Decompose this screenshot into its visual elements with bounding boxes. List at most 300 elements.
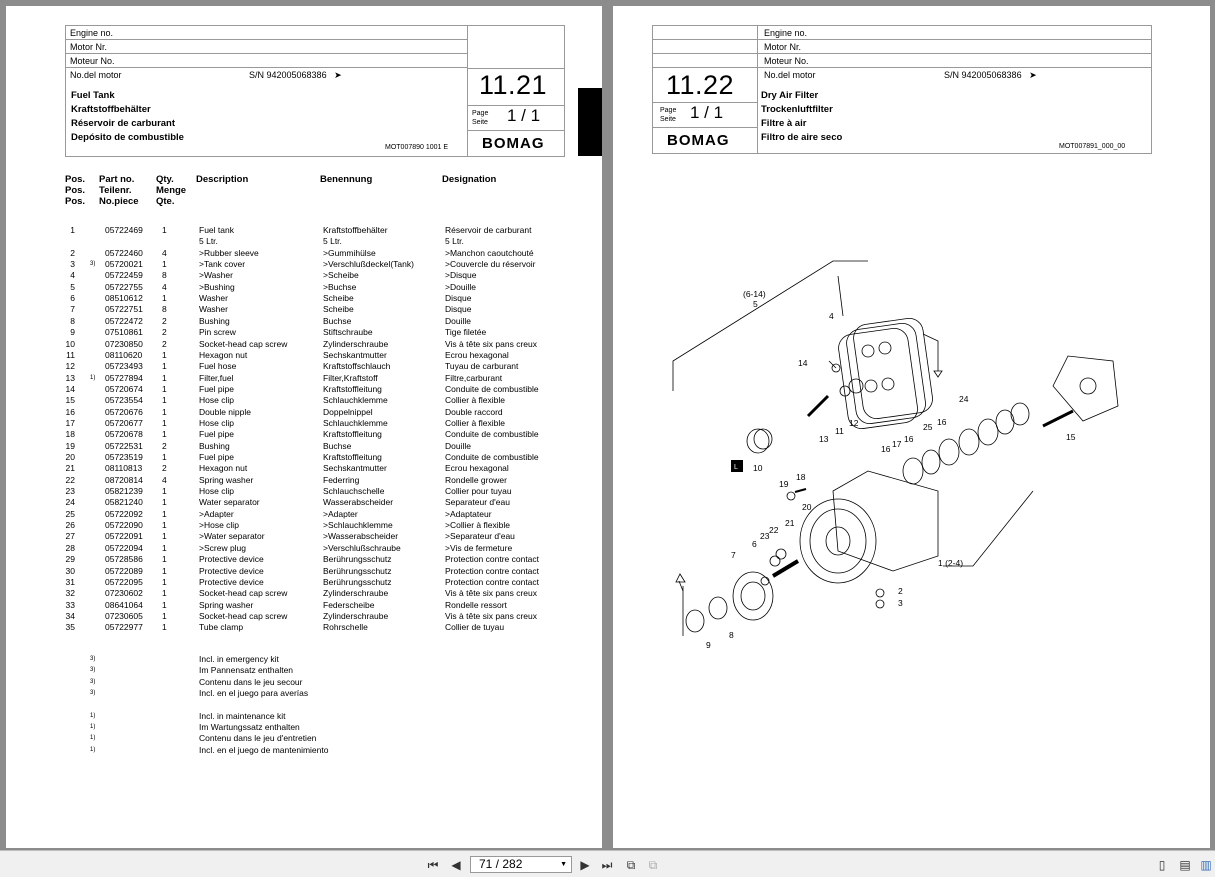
cell-qty: 1	[162, 497, 167, 508]
cell-part-number: 05722755	[105, 281, 143, 292]
cell-qty: 1	[162, 349, 167, 360]
footnote-text: Incl. in emergency kit	[199, 654, 279, 664]
cell-description: Socket-head cap screw	[199, 338, 288, 349]
cell-benennung: Wasserabscheider	[323, 497, 394, 508]
cell-designation: >Vis de fermeture	[445, 542, 513, 553]
cell-part-number: 08110620	[105, 349, 143, 360]
svg-text:1 (2-4): 1 (2-4)	[938, 558, 964, 568]
page-label: Page Seite	[472, 110, 489, 126]
cell-part-number: 08110813	[105, 463, 143, 474]
cell-designation: >Couvercle du réservoir	[445, 259, 536, 270]
previous-page-icon[interactable]: ◀	[451, 858, 461, 872]
cell-description: Tube clamp	[199, 622, 244, 633]
cell-description: Bushing	[199, 440, 230, 451]
cell-description: Protective device	[199, 565, 264, 576]
cell-pos: 13	[65, 372, 75, 383]
cell-description: Hose clip	[199, 417, 234, 428]
table-row	[6, 531, 602, 542]
svg-text:19: 19	[779, 479, 789, 489]
next-page-icon[interactable]: ▶	[580, 858, 590, 872]
exploded-view-diagram	[613, 236, 1210, 696]
table-row	[6, 395, 602, 406]
cell-benennung: Schlauchklemme	[323, 417, 388, 428]
cell-designation: Separateur d'eau	[445, 497, 510, 508]
cell-part-number: 08641064	[105, 599, 143, 610]
cell-pos: 9	[70, 327, 75, 338]
cell-designation: >Collier à flexible	[445, 520, 510, 531]
cell-designation: Disque	[445, 304, 472, 315]
svg-text:12: 12	[849, 418, 859, 428]
cell-designation: Rondelle grower	[445, 474, 507, 485]
page-label: Page Seite	[660, 107, 677, 123]
svg-text:6: 6	[752, 539, 757, 549]
cell-part-number: 05728586	[105, 554, 143, 565]
col-head-part: Part no. Teilenr. No.piece	[99, 174, 139, 207]
cell-description: Pin screw	[199, 327, 236, 338]
cell-pos: 3	[70, 259, 75, 270]
svg-text:15: 15	[1066, 432, 1076, 442]
cell-qty: 1	[162, 520, 167, 531]
cell-benennung: Zylinderschraube	[323, 588, 389, 599]
cell-pos: 30	[65, 565, 75, 576]
fit-width-icon[interactable]: ⧉	[648, 858, 658, 872]
svg-text:5: 5	[753, 299, 758, 309]
cell-pos: 16	[65, 406, 75, 417]
cell-designation: Filtre,carburant	[445, 372, 503, 383]
header-row-moteur-no: Moteur No.	[66, 54, 467, 68]
table-row	[6, 418, 602, 429]
water-separator-shape	[903, 403, 1029, 484]
table-row	[6, 225, 602, 236]
cell-qty: 1	[162, 565, 167, 576]
cell-qty: 4	[162, 247, 167, 258]
table-row	[6, 304, 602, 315]
svg-text:7: 7	[731, 550, 736, 560]
cell-pos: 27	[65, 531, 75, 542]
section-number: 11.21	[479, 70, 548, 100]
cell-qty: 1	[162, 508, 167, 519]
svg-text:25: 25	[923, 422, 933, 432]
cell-designation: Tuyau de carburant	[445, 361, 519, 372]
cell-pos: 8	[70, 315, 75, 326]
table-row	[6, 361, 602, 372]
cell-part-number: 05720021	[105, 259, 143, 270]
footnote-text: Contenu dans le jeu d'entretien	[199, 733, 317, 744]
cell-designation: >Separateur d'eau	[445, 531, 515, 542]
title-fr: Réservoir de carburant	[71, 118, 176, 129]
footnote-text: Im Wartungssatz enthalten	[199, 721, 300, 732]
cell-pos: 29	[65, 554, 75, 565]
cell-pos: 15	[65, 395, 75, 406]
cell-description: Water separator	[199, 497, 260, 508]
drawing-ref: MOT007891_000_00	[1059, 143, 1126, 150]
cell-description: >Adapter	[199, 508, 234, 519]
cell-qty: 4	[162, 281, 167, 292]
svg-text:4: 4	[829, 311, 834, 321]
cell-qty: 1	[162, 622, 167, 633]
table-row	[6, 373, 602, 384]
table-row	[6, 600, 602, 611]
svg-text:22: 22	[769, 525, 779, 535]
footnote-mark: 3)	[90, 656, 96, 662]
bomag-logo: BOMAG	[482, 135, 545, 152]
footnote-mark: 1)	[90, 712, 96, 719]
table-row	[6, 486, 602, 497]
svg-text:14: 14	[798, 358, 808, 368]
cell-description: >Bushing	[199, 281, 235, 292]
single-page-view-icon[interactable]: ▯	[1158, 858, 1166, 872]
cell-pos: 19	[65, 440, 75, 451]
svg-text:24: 24	[959, 394, 969, 404]
cell-qty: 1	[162, 417, 167, 428]
cell-pos: 11	[66, 349, 75, 360]
svg-text:8: 8	[729, 630, 734, 640]
last-page-icon[interactable]: ⏭	[601, 858, 613, 872]
svg-text:9: 9	[706, 640, 711, 650]
cell-designation: >Disque	[445, 270, 477, 281]
table-row	[6, 554, 602, 565]
footnote-text: Contenu dans le jeu secour	[199, 676, 303, 687]
cell-pos: 14	[65, 383, 75, 394]
footnote-text: Incl. en el juego para averías	[199, 687, 309, 698]
cell-pos: 23	[65, 486, 75, 497]
cell-description: Socket-head cap screw	[199, 610, 288, 621]
cell-benennung: Berührungsschutz	[323, 565, 392, 576]
cell-pos: 21	[65, 463, 75, 474]
cell-designation: Vis à tête six pans creux	[445, 338, 537, 349]
cell-benennung: >Verschlußschraube	[323, 542, 401, 553]
page-indicator: 71 / 282	[479, 857, 523, 871]
cell-designation: Ecrou hexagonal	[445, 463, 509, 474]
cell-note: 3)	[90, 261, 96, 268]
svg-text:10: 10	[753, 463, 763, 473]
table-row	[6, 509, 602, 520]
cell-benennung: Kraftstoffleitung	[323, 452, 382, 462]
cell-description: >Water separator	[199, 531, 265, 542]
cell-description: Double nipple	[199, 406, 251, 417]
footnote-mark: 1)	[90, 723, 96, 730]
two-page-view-icon[interactable]: ▥	[1200, 858, 1212, 872]
continuous-view-icon[interactable]: ▤	[1179, 858, 1191, 872]
cell-description: Fuel pipe	[199, 429, 234, 440]
cell-part-number: 07510861	[105, 327, 143, 338]
cell-qty: 1	[162, 554, 167, 565]
cell-designation: Protection contre contact	[445, 576, 540, 587]
table-row	[6, 543, 602, 554]
cell-qty: 2	[162, 327, 167, 338]
cell-part-number: 05720678	[105, 429, 143, 440]
cell-designation: Collier à flexible	[445, 417, 505, 428]
cell-qty: 2	[162, 315, 167, 326]
svg-text:20: 20	[802, 502, 812, 512]
table-row	[6, 327, 602, 338]
page-number-input[interactable]	[470, 856, 572, 873]
svg-text:2: 2	[898, 586, 903, 596]
cell-part-number: 05727894	[105, 372, 143, 383]
cell-designation: Douille	[445, 315, 471, 326]
cell-benennung: >Buchse	[323, 281, 357, 292]
cell-designation: Disque	[445, 293, 472, 304]
first-page-icon[interactable]: ⏮	[427, 858, 439, 872]
cell-designation: >Manchon caoutchouté	[445, 247, 534, 258]
cell-description: Fuel pipe	[199, 452, 234, 462]
cell-part-number: 05720676	[105, 406, 143, 417]
fuel-tank-shape	[837, 317, 935, 431]
cell-benennung: Berührungsschutz	[323, 554, 392, 565]
cell-benennung: Stiftschraube	[323, 327, 373, 338]
cell-benennung: Buchse	[323, 440, 352, 451]
cell-pos: 10	[65, 338, 75, 349]
cell-qty: 1	[162, 542, 167, 553]
cell-part-number: 05723493	[105, 361, 143, 372]
table-row	[6, 282, 602, 293]
table-row	[6, 259, 602, 270]
svg-text:21: 21	[785, 518, 795, 528]
cell-benennung: 5 Ltr.	[323, 236, 342, 247]
cell-qty: 1	[162, 225, 167, 235]
cell-description: 5 Ltr.	[199, 236, 218, 247]
left-header-table	[65, 25, 565, 157]
cell-pos: 6	[70, 293, 75, 304]
cell-pos: 18	[65, 429, 75, 440]
col-head-description: Description	[196, 174, 249, 185]
cell-benennung: Kraftstoffschlauch	[323, 361, 391, 372]
cell-designation: Rondelle ressort	[445, 599, 507, 610]
table-row	[6, 270, 602, 281]
page-value: 1 / 1	[507, 106, 541, 125]
cell-description: >Screw plug	[199, 542, 247, 553]
cell-benennung: Kraftstoffleitung	[323, 383, 382, 394]
cell-qty: 2	[162, 440, 167, 451]
cell-benennung: Federring	[323, 474, 360, 485]
table-row	[6, 475, 602, 486]
cell-description: >Tank cover	[199, 259, 246, 270]
cell-part-number: 05722092	[105, 508, 143, 519]
header-row-no-del-motor: No.del motor	[70, 70, 122, 80]
cell-pos: 35	[65, 622, 75, 633]
cell-pos: 1	[70, 225, 75, 235]
cell-designation: Collier à flexible	[445, 395, 505, 406]
serial-number: S/N 942005068386 ➤	[249, 70, 342, 80]
cell-part-number: 05821240	[105, 497, 143, 508]
cell-pos: 7	[70, 304, 75, 315]
right-header-table	[652, 25, 1152, 154]
header-row-engine-no: Engine no.	[764, 28, 808, 38]
cell-benennung: Buchse	[323, 315, 352, 326]
diagram-marker: L	[734, 464, 738, 471]
drawing-ref: MOT007890 1001 E	[385, 144, 449, 151]
cell-pos: 2	[70, 247, 75, 258]
cell-qty: 1	[162, 576, 167, 587]
cell-benennung: Zylinderschraube	[323, 610, 389, 621]
cell-pos: 17	[65, 417, 75, 428]
cell-qty: 1	[162, 259, 167, 270]
table-row	[6, 520, 602, 531]
cell-pos: 28	[65, 542, 75, 553]
cell-designation: Douille	[445, 440, 471, 451]
arrow-right-icon: ➤	[1029, 70, 1037, 80]
footnote-text: Incl. in maintenance kit	[199, 710, 286, 721]
cell-benennung: Kraftstoffleitung	[323, 429, 382, 440]
cell-designation: Protection contre contact	[445, 565, 540, 576]
cell-description: Spring washer	[199, 474, 254, 485]
cell-part-number: 05722090	[105, 520, 143, 531]
cell-qty: 2	[162, 338, 167, 349]
cell-pos: 31	[65, 576, 75, 587]
cell-benennung: Federscheibe	[323, 599, 375, 610]
header-row-motor-nr: Motor Nr.	[66, 40, 467, 54]
cell-benennung: Schlauchschelle	[323, 486, 385, 497]
cell-qty: 1	[162, 395, 167, 406]
cell-description: Socket-head cap screw	[199, 588, 288, 599]
cell-benennung: Sechskantmutter	[323, 349, 387, 360]
cell-designation: Vis à tête six pans creux	[445, 588, 537, 599]
cell-description: Filter,fuel	[199, 372, 234, 383]
table-row	[6, 429, 602, 440]
cell-pos: 32	[65, 588, 75, 599]
cell-benennung: Rohrschelle	[323, 622, 368, 633]
cell-part-number: 05723519	[105, 452, 143, 462]
cell-description: Hexagon nut	[199, 349, 248, 360]
table-row	[6, 236, 602, 247]
cell-part-number: 05722751	[105, 304, 143, 315]
cell-qty: 8	[162, 270, 167, 281]
cell-part-number: 05722472	[105, 315, 143, 326]
cell-part-number: 07230850	[105, 338, 143, 349]
cell-qty: 1	[162, 588, 167, 599]
cell-pos: 5	[70, 281, 75, 292]
cell-designation: Conduite de combustible	[445, 452, 539, 462]
table-row	[6, 497, 602, 508]
table-row	[6, 463, 602, 474]
table-row	[6, 622, 602, 633]
col-head-qty: Qty. Menge Qte.	[156, 174, 187, 207]
footnote-text: Incl. en el juego de mantenimiento	[199, 744, 329, 755]
cell-designation: Conduite de combustible	[445, 383, 539, 394]
footnote-text: Im Pannensatz enthalten	[199, 665, 294, 676]
cell-part-number: 05722091	[105, 531, 143, 542]
cell-benennung: >Verschlußdeckel(Tank)	[323, 259, 414, 270]
cell-designation: >Douille	[445, 281, 476, 292]
svg-text:11: 11	[835, 426, 844, 436]
table-row	[6, 577, 602, 588]
cell-part-number: 07230605	[105, 610, 143, 621]
svg-text:16: 16	[937, 417, 947, 427]
title-en: Dry Air Filter	[761, 90, 819, 101]
table-row	[6, 588, 602, 599]
svg-text:18: 18	[796, 472, 806, 482]
cell-description: Protective device	[199, 554, 264, 565]
cell-description: Hose clip	[199, 486, 234, 497]
cell-part-number: 05821239	[105, 486, 143, 497]
cell-description: Washer	[199, 293, 228, 304]
svg-text:23: 23	[760, 531, 770, 541]
cell-part-number: 07230602	[105, 588, 143, 599]
cell-part-number: 05722977	[105, 622, 143, 633]
table-row	[6, 566, 602, 577]
cell-qty: 1	[162, 452, 167, 462]
cell-part-number: 08720814	[105, 474, 143, 485]
right-page	[613, 6, 1210, 848]
footnote-mark: 3)	[90, 678, 96, 685]
svg-text:16: 16	[904, 434, 914, 444]
cell-description: >Rubber sleeve	[199, 247, 259, 258]
cell-qty: 1	[162, 406, 167, 417]
svg-text:16: 16	[881, 444, 891, 454]
svg-text:13: 13	[819, 434, 829, 444]
svg-text:17: 17	[892, 439, 902, 449]
cell-pos: 22	[65, 474, 75, 485]
cell-pos: 24	[65, 497, 75, 508]
title-en: Fuel Tank	[71, 90, 115, 101]
cell-part-number: 08510612	[105, 293, 143, 304]
cell-part-number: 05720674	[105, 383, 143, 394]
cell-part-number: 05722531	[105, 440, 143, 451]
cell-benennung: >Gummihülse	[323, 247, 376, 258]
cell-designation: >Adaptateur	[445, 508, 492, 519]
cell-designation: Double raccord	[445, 406, 503, 417]
table-row	[6, 441, 602, 452]
cell-part-number: 05722089	[105, 565, 143, 576]
cell-part-number: 05722469	[105, 225, 143, 235]
cell-description: Fuel tank	[199, 225, 234, 235]
cell-benennung: Scheibe	[323, 293, 354, 304]
section-number: 11.22	[666, 70, 735, 100]
footnote-mark: 3)	[90, 689, 96, 696]
footnote-mark: 3)	[90, 667, 96, 674]
header-row-engine-no: Engine no.	[66, 26, 467, 40]
dropdown-icon[interactable]: ▼	[560, 861, 567, 868]
cell-benennung: Sechskantmutter	[323, 463, 387, 474]
cell-qty: 1	[162, 361, 167, 372]
cell-benennung: Schlauchklemme	[323, 395, 388, 406]
cell-description: Spring washer	[199, 599, 254, 610]
cell-benennung: >Schlauchklemme	[323, 520, 393, 531]
cell-pos: 33	[65, 599, 75, 610]
cell-pos: 26	[65, 520, 75, 531]
cell-designation: Ecrou hexagonal	[445, 349, 509, 360]
title-de: Kraftstoffbehälter	[71, 104, 151, 115]
cell-pos: 12	[65, 361, 75, 372]
cell-designation: Réservoir de carburant	[445, 225, 532, 235]
cell-qty: 1	[162, 610, 167, 621]
cell-part-number: 05723554	[105, 395, 143, 406]
cell-part-number: 05722459	[105, 270, 143, 281]
cell-part-number: 05722095	[105, 576, 143, 587]
table-row	[6, 293, 602, 304]
title-es: Depósito de combustible	[71, 132, 184, 143]
title-es: Filtro de aire seco	[761, 132, 843, 143]
cell-benennung: Scheibe	[323, 304, 354, 315]
cell-description: >Hose clip	[199, 520, 239, 531]
title-de: Trockenluftfilter	[761, 104, 833, 115]
footnote-mark: 1)	[90, 735, 96, 742]
serial-number: S/N 942005068386 ➤	[944, 70, 1037, 80]
table-row	[6, 452, 602, 463]
table-row	[6, 407, 602, 418]
cell-part-number: 05722094	[105, 542, 143, 553]
cell-description: Washer	[199, 304, 228, 315]
bookmark-tab[interactable]	[578, 88, 602, 156]
cell-designation: Vis à tête six pans creux	[445, 610, 537, 621]
cell-designation: Collier de tuyau	[445, 622, 505, 633]
cell-qty: 1	[162, 372, 167, 383]
cell-qty: 8	[162, 304, 167, 315]
fit-page-icon[interactable]: ⧉	[626, 858, 636, 872]
page-value: 1 / 1	[690, 103, 724, 122]
cell-description: Protective device	[199, 576, 264, 587]
cell-benennung: >Adapter	[323, 508, 358, 519]
